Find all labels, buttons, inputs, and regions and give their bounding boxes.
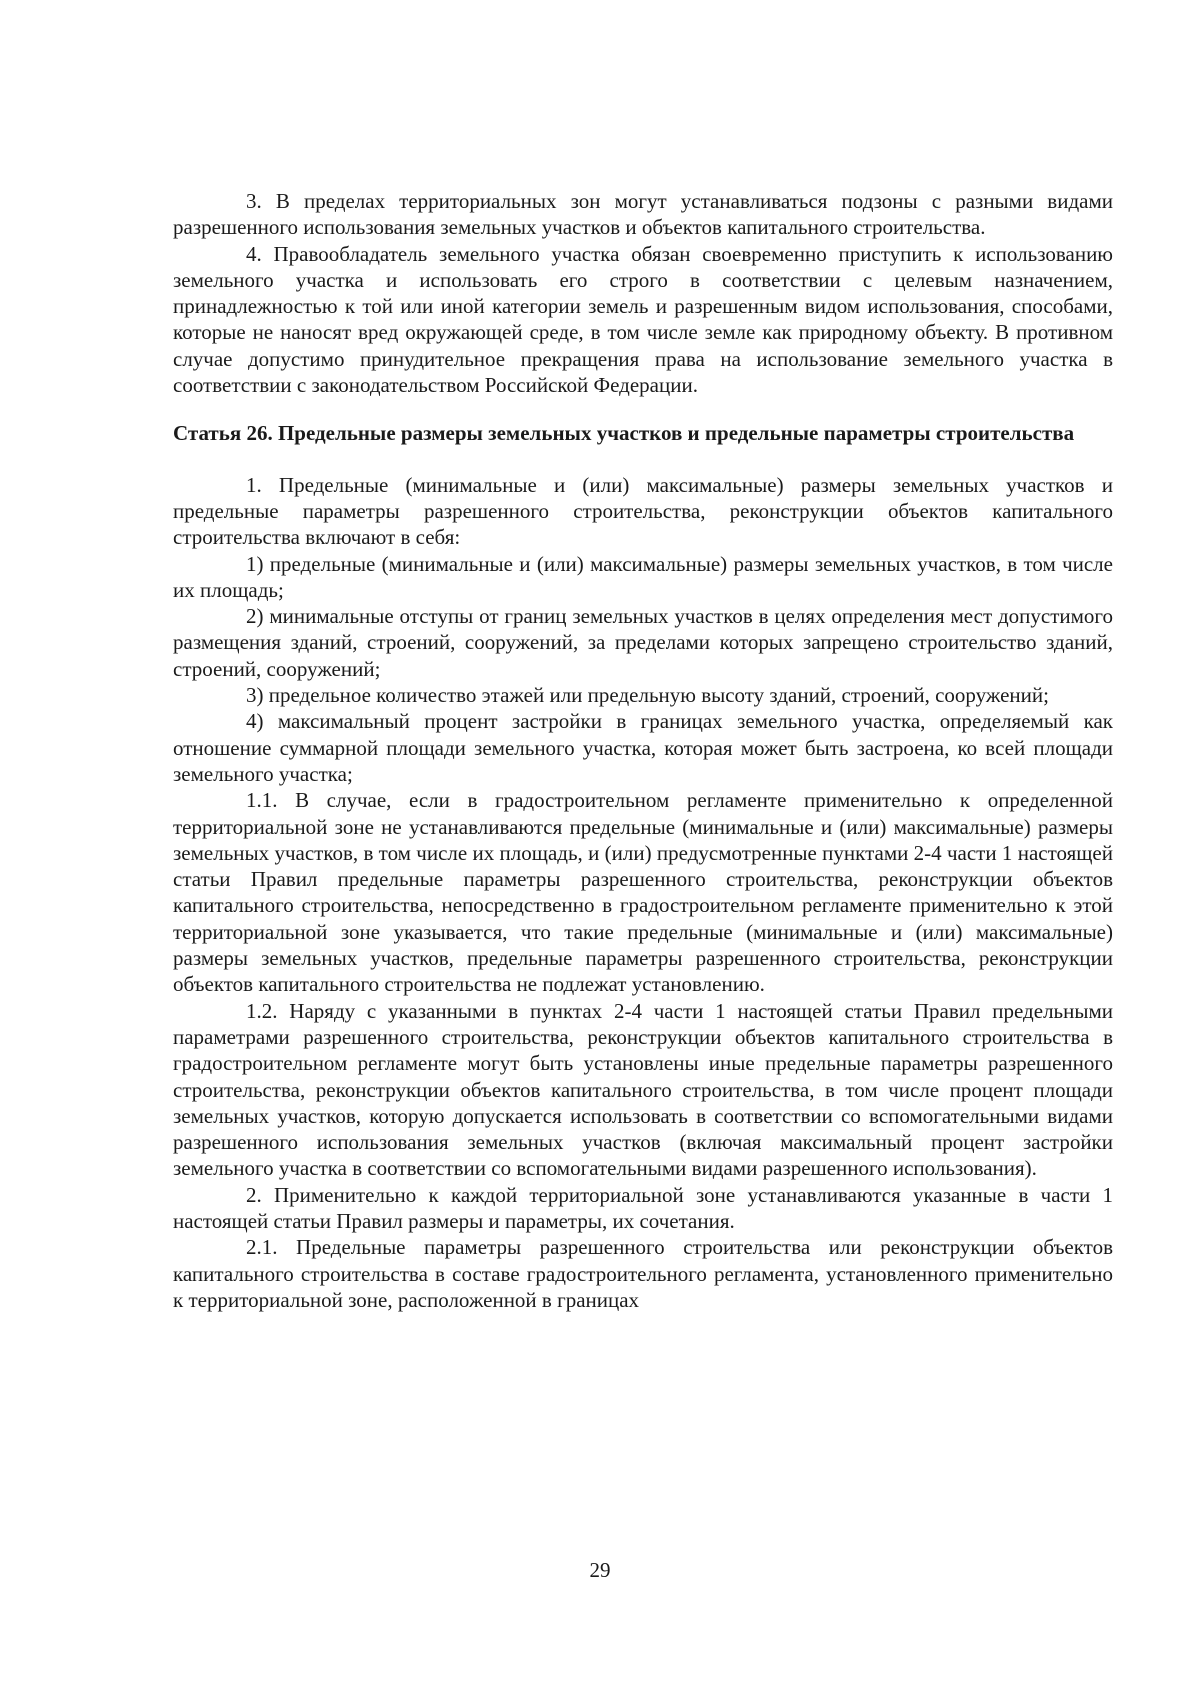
paragraph-1-item-3: 3) предельное количество этажей или предельную высоту зданий, строений, сооружений;	[246, 683, 1049, 708]
page-number: 29	[589, 1558, 611, 1582]
paragraph-4: 4. Правообладатель земельного участка обязан своевременно приступить к использованию земельного участка и использовать его строго в соответствии с целевым назначением, принадлежностью к той или иной категории земель и разрешенным видом использования, способами, которые не наносят вред окружающей среде, в том числе земле как природному объекту. В противном случае допустимо принудительное прекращения права на использование земельного участка в соответствии с законодательством Российской Федерации.	[173, 241, 1113, 398]
paragraph-1-item-2: 2) минимальные отступы от границ земельных участков в целях определения мест допустимого размещения зданий, строений, сооружений, за пределами которых запрещено строительство зданий, строений, сооружений;	[173, 604, 1113, 681]
paragraph-1-item-1: 1) предельные (минимальные и (или) максимальные) размеры земельных участков, в том числе их площадь;	[173, 551, 1113, 602]
paragraph-1-2: 1.2. Наряду с указанными в пунктах 2-4 части 1 настоящей статьи Правил предельными параметрами разрешенного строительства, реконструкции объектов капитального строительства в градостроительном регламенте могут быть установлены иные предельные параметры разрешенного строительства, реконструкции объектов капитального строительства, в том числе процент площади земельных участков, которую допускается использовать в соответствии со вспомогательными видами разрешенного использования земельных участков (включая максимальный процент застройки земельного участка в соответствии со вспомогательными видами разрешенного использования).	[173, 998, 1113, 1181]
paragraph-2: 2. Применительно к каждой территориальной зоне устанавливаются указанные в части 1 настоящей статьи Правил размеры и параметры, их сочетания.	[173, 1182, 1113, 1233]
paragraph-1: 1. Предельные (минимальные и (или) максимальные) размеры земельных участков и предельные параметры разрешенного строительства, реконструкции объектов капитального строительства включают в себя:	[173, 472, 1113, 550]
document-page	[173, 188, 1113, 1313]
paragraph-3: 3. В пределах территориальных зон могут устанавливаться подзоны с разными видами разрешенного использования земельных участков и объектов капитального строительства.	[173, 189, 1113, 240]
paragraph-1-item-4: 4) максимальный процент застройки в границах земельного участка, определяемый как отношение суммарной площади земельного участка, которая может быть застроена, ко всей площади земельного участка;	[173, 709, 1113, 786]
article-26-heading: Статья 26. Предельные размеры земельных участков и предельные параметры строительства	[173, 421, 1075, 446]
paragraph-1-1: 1.1. В случае, если в градостроительном регламенте применительно к определенной территориальной зоне не устанавливаются предельные (минимальные и (или) максимальные) размеры земельных участков, в том числе их площадь, и (или) предусмотренные пунктами 2-4 части 1 настоящей статьи Правил предельные параметры разрешенного строительства, реконструкции объектов капитального строительства, непосредственно в градостроительном регламенте применительно к этой территориальной зоне указывается, что такие предельные (минимальные и (или) максимальные) размеры земельных участков, предельные параметры разрешенного строительства, реконструкции объектов капитального строительства не подлежат установлению.	[173, 788, 1113, 997]
paragraph-2-1: 2.1. Предельные параметры разрешенного строительства или реконструкции объектов капитального строительства в составе градостроительного регламента, установленного применительно к территориальной зоне, расположенной в границах	[173, 1235, 1113, 1312]
